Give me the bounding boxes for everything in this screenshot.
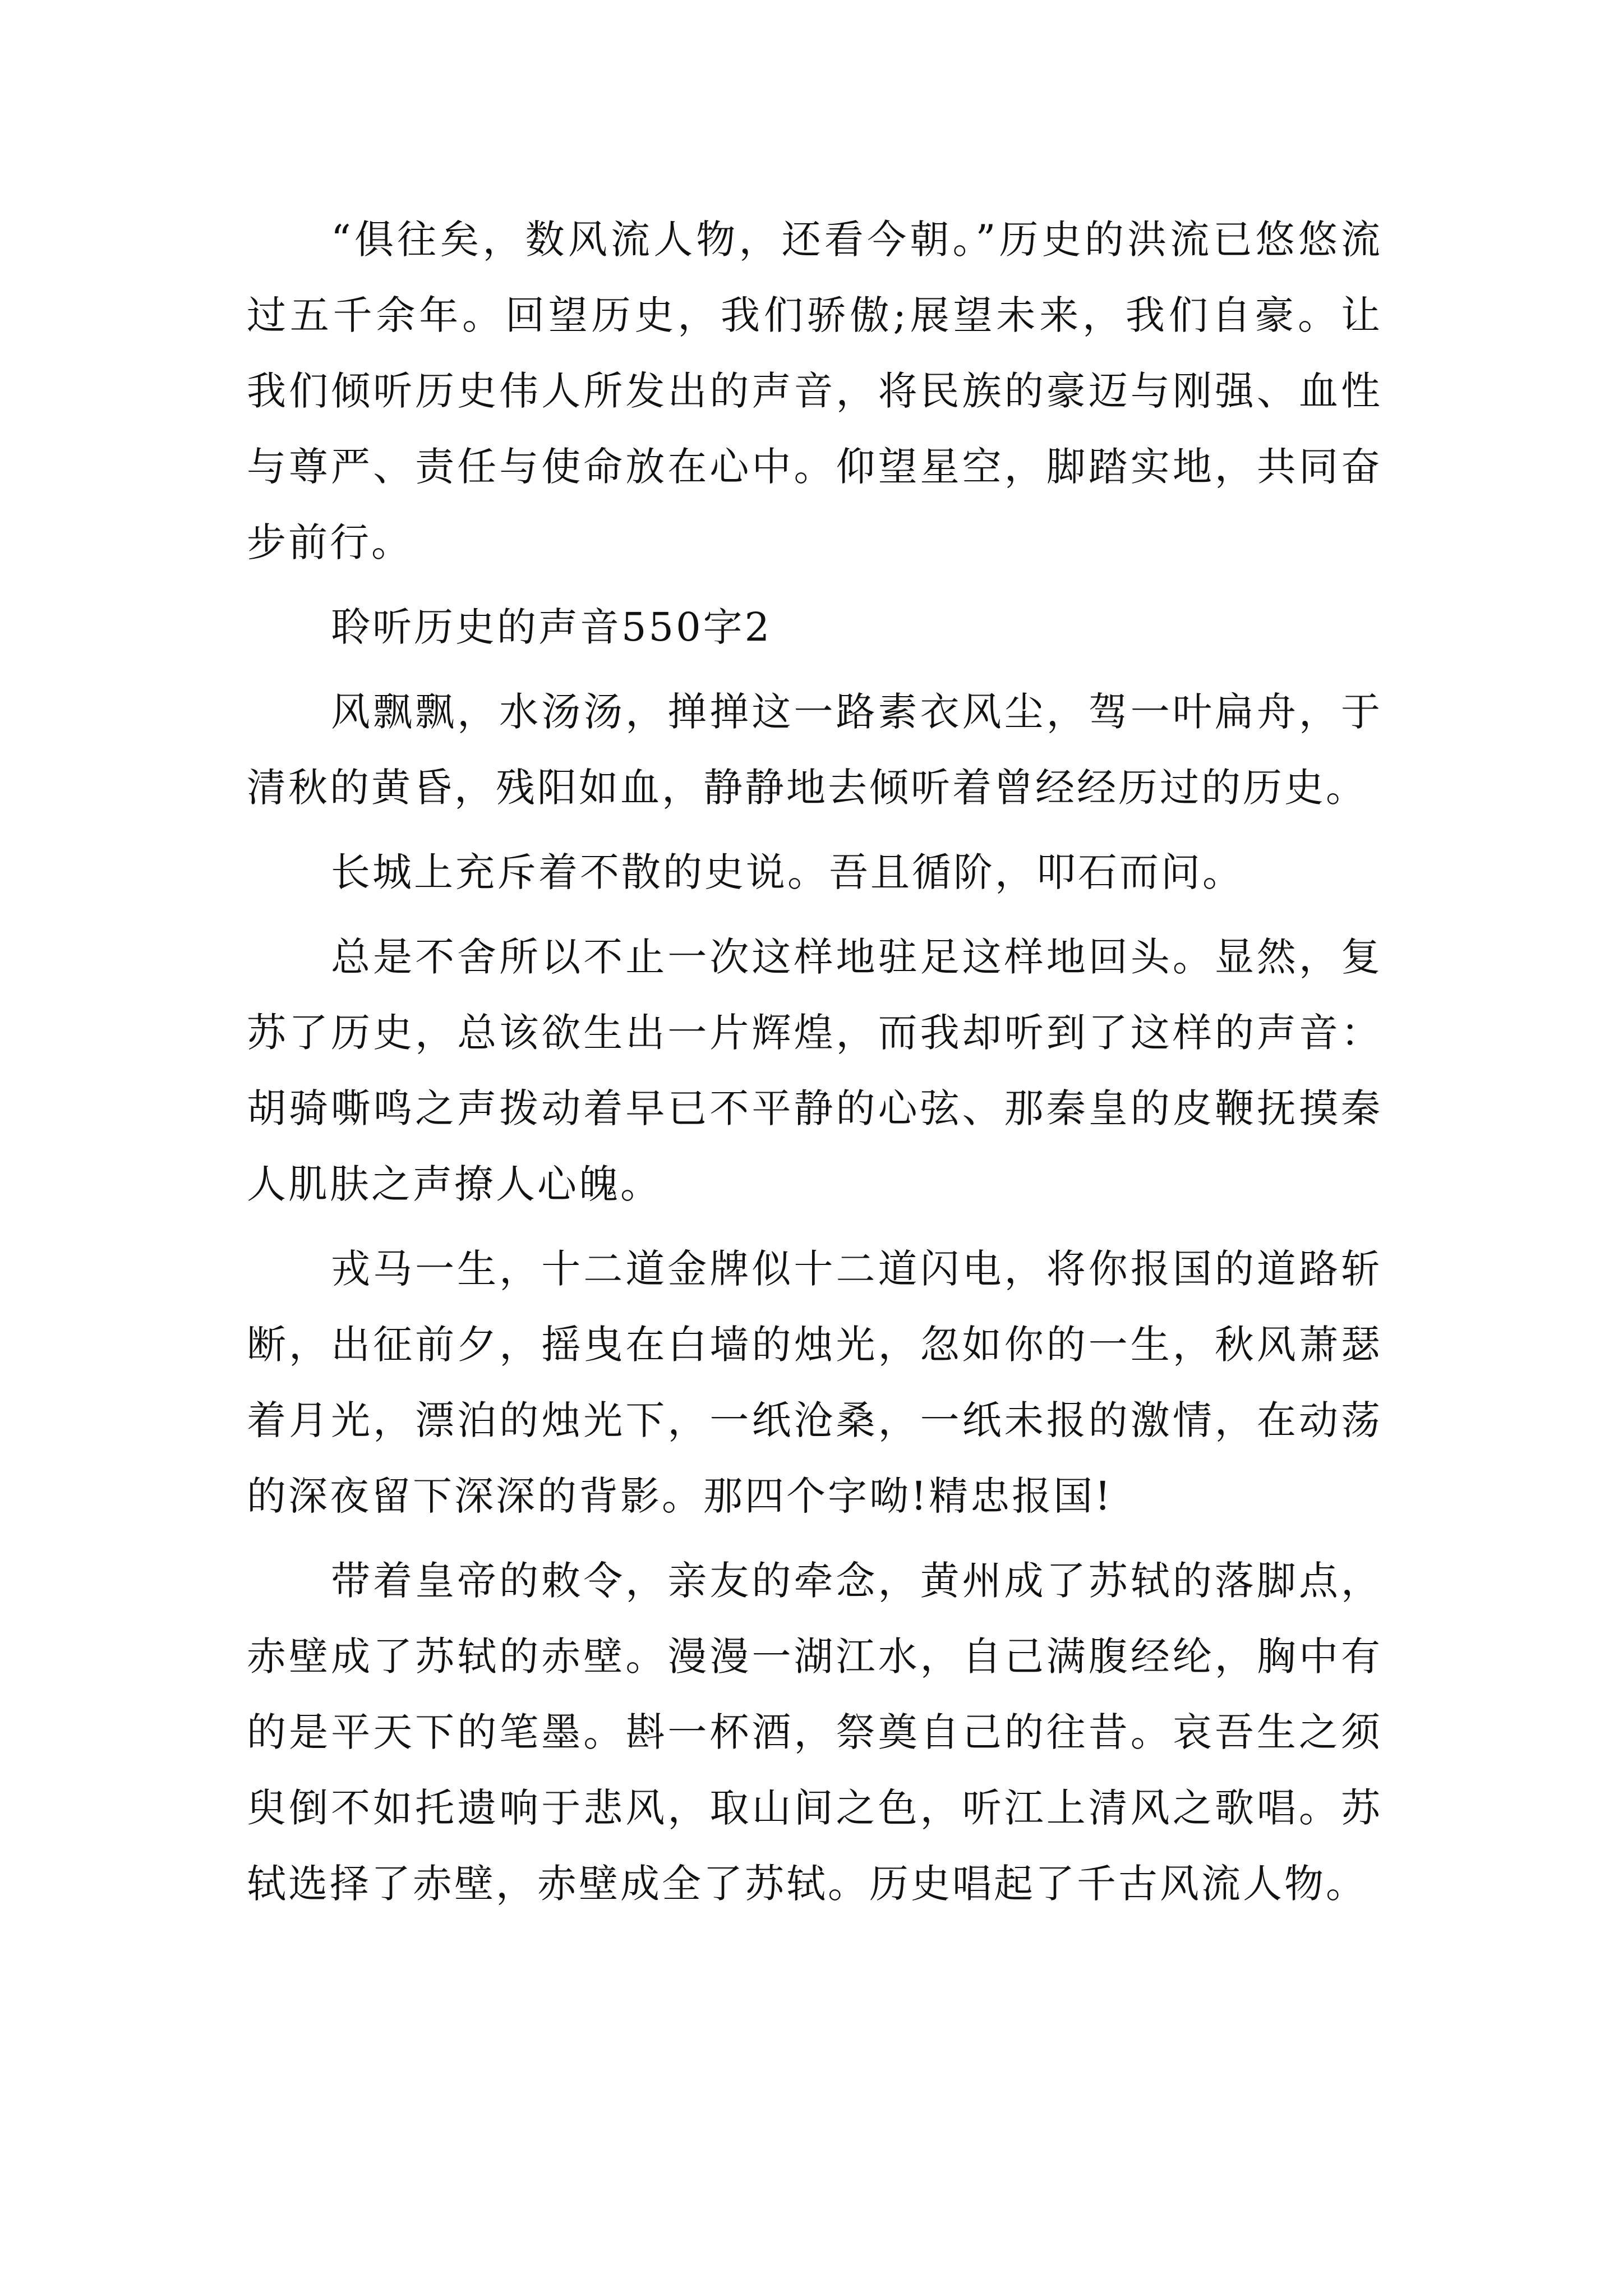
- paragraph-yue-fei: 戎马一生，十二道金牌似十二道闪电，将你报国的道路斩断，出征前夕，摇曳在白墙的烛光，忽如你的一生，秋风萧瑟着月光，漂泊的烛光下，一纸沧桑，一纸未报的激情，在动荡的深夜留下深深的背影。那四个字呦!精忠报国!: [247, 1246, 1382, 1519]
- section-heading: 聆听历史的声音550字2: [331, 604, 772, 650]
- paragraph-wind: 风飘飘，水汤汤，掸掸这一路素衣风尘，驾一叶扁舟，于清秋的黄昏，残阳如血，静静地去倾听着曾经经历过的历史。: [247, 689, 1382, 811]
- paragraph-su-shi: 带着皇帝的敕令，亲友的牵念，黄州成了苏轼的落脚点，赤壁成了苏轼的赤壁。漫漫一湖江水，自己满腹经纶，胸中有的是平天下的笔墨。斟一杯酒，祭奠自己的往昔。哀吾生之须臾倒不如托遗响于悲风，取山间之色，听江上清风之歌唱。苏轼选择了赤壁，赤壁成全了苏轼。历史唱起了千古风流人物。: [247, 1558, 1382, 1907]
- document-body: [247, 202, 1382, 1931]
- paragraph-intro: “俱往矣，数风流人物，还看今朝。”历史的洪流已悠悠流过五千余年。回望历史，我们骄傲;展望未来，我们自豪。让我们倾听历史伟人所发出的声音，将民族的豪迈与刚强、血性与尊严、责任与使命放在心中。仰望星空，脚踏实地，共同奋步前行。: [247, 217, 1382, 565]
- paragraph-history-voice: 总是不舍所以不止一次这样地驻足这样地回头。显然，复苏了历史，总该欲生出一片辉煌，而我却听到了这样的声音：胡骑嘶鸣之声拨动着早已不平静的心弦、那秦皇的皮鞭抚摸秦人肌肤之声撩人心魄。: [247, 934, 1382, 1207]
- paragraph-great-wall: 长城上充斥着不散的史说。吾且循阶，叩石而问。: [331, 849, 1244, 895]
